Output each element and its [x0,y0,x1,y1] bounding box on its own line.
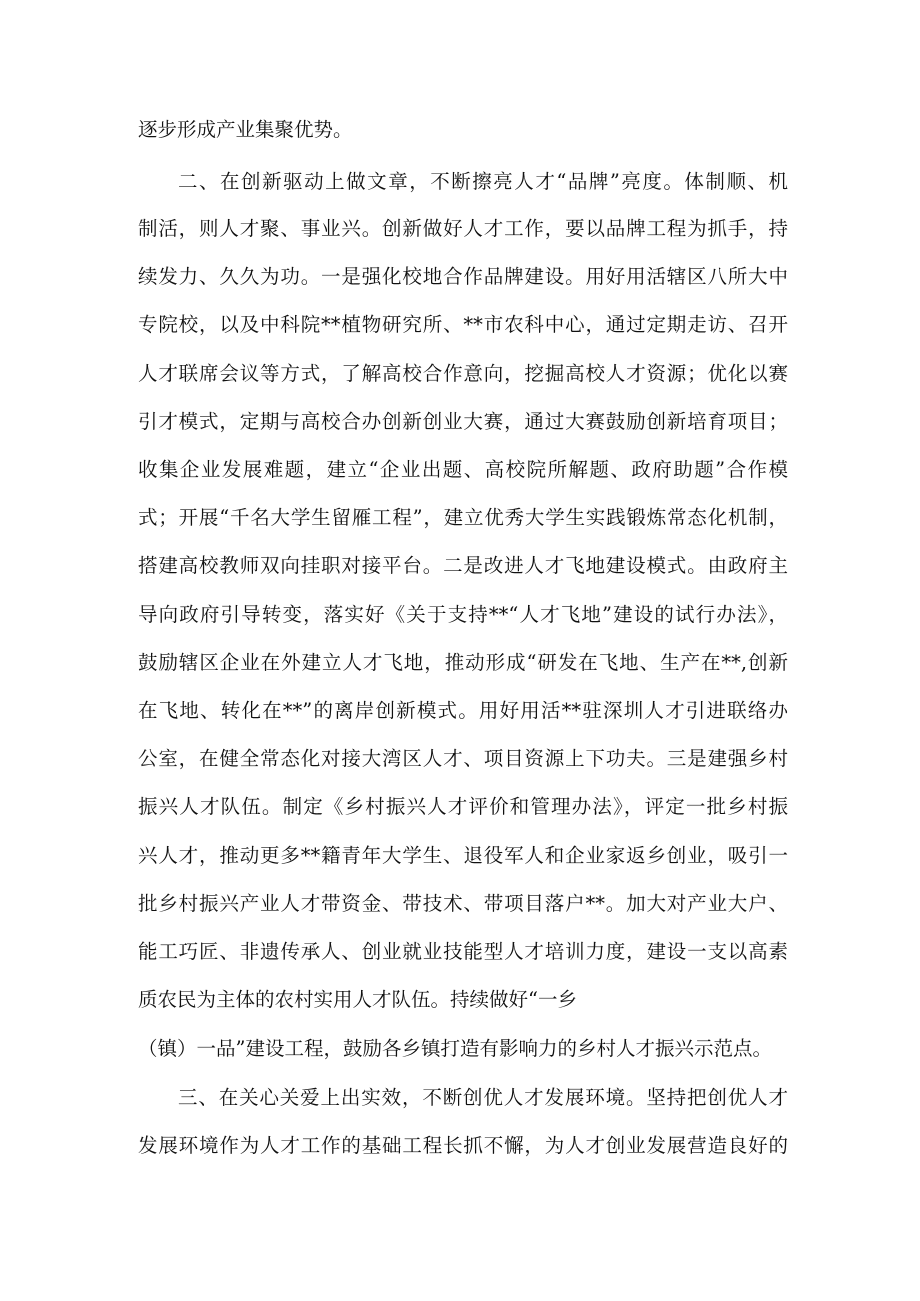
text-line: 专院校，以及中科院**植物研究所、**市农科中心，通过定期走访、召开 [138,313,788,336]
text-line: 收集企业发展难题，建立“企业出题、高校院所解题、政府助题”合作模 [138,458,788,481]
text-line: 批乡村振兴产业人才带资金、带技术、带项目落户**。加大对产业大户、 [138,892,788,915]
text-line: 逐步形成产业集聚优势。 [138,118,353,141]
text-line: 人才联席会议等方式，了解高校合作意向，挖掘高校人才资源；优化以赛 [138,362,788,385]
text-line: 发展环境作为人才工作的基础工程长抓不懈，为人才创业发展营造良好的 [138,1134,788,1157]
text-line: 公室，在健全常态化对接大湾区人才、项目资源上下功夫。三是建强乡村 [138,747,788,770]
text-line: 引才模式，定期与高校合办创新创业大赛，通过大赛鼓励创新培育项目； [138,410,788,433]
text-line: 式；开展“千名大学生留雁工程”，建立优秀大学生实践锻炼常态化机制， [138,506,788,529]
text-line: 制活，则人才聚、事业兴。创新做好人才工作，要以品牌工程为抓手，持 [138,217,788,240]
text-line: 兴人才，推动更多**籍青年大学生、退役军人和企业家返乡创业，吸引一 [138,844,788,867]
text-line: 续发力、久久为功。一是强化校地合作品牌建设。用好用活辖区八所大中 [138,265,788,288]
text-line: 能工巧匠、非遗传承人、创业就业技能型人才培训力度，建设一支以高素 [138,940,788,963]
section-heading-line: 二、在创新驱动上做文章，不断擦亮人才“品牌”亮度。体制顺、机 [178,170,788,193]
text-line: 搭建高校教师双向挂职对接平台。二是改进人才飞地建设模式。由政府主 [138,554,788,577]
section-heading-line: 三、在关心关爱上出实效，不断创优人才发展环境。坚持把创优人才 [178,1086,788,1109]
text-line: 振兴人才队伍。制定《乡村振兴人才评价和管理办法》，评定一批乡村振 [138,795,788,818]
text-line: 质农民为主体的农村实用人才队伍。持续做好“一乡 [138,988,577,1011]
text-line: 在飞地、转化在**”的离岸创新模式。用好用活**驻深圳人才引进联络办 [138,699,788,722]
text-line: 鼓励辖区企业在外建立人才飞地，推动形成“研发在飞地、生产在**,创新 [138,651,788,674]
text-line: （镇）一品”建设工程，鼓励各乡镇打造有影响力的乡村人才振兴示范点。 [138,1037,772,1060]
text-line: 导向政府引导转变，落实好《关于支持**“人才飞地”建设的试行办法》， [138,603,788,626]
